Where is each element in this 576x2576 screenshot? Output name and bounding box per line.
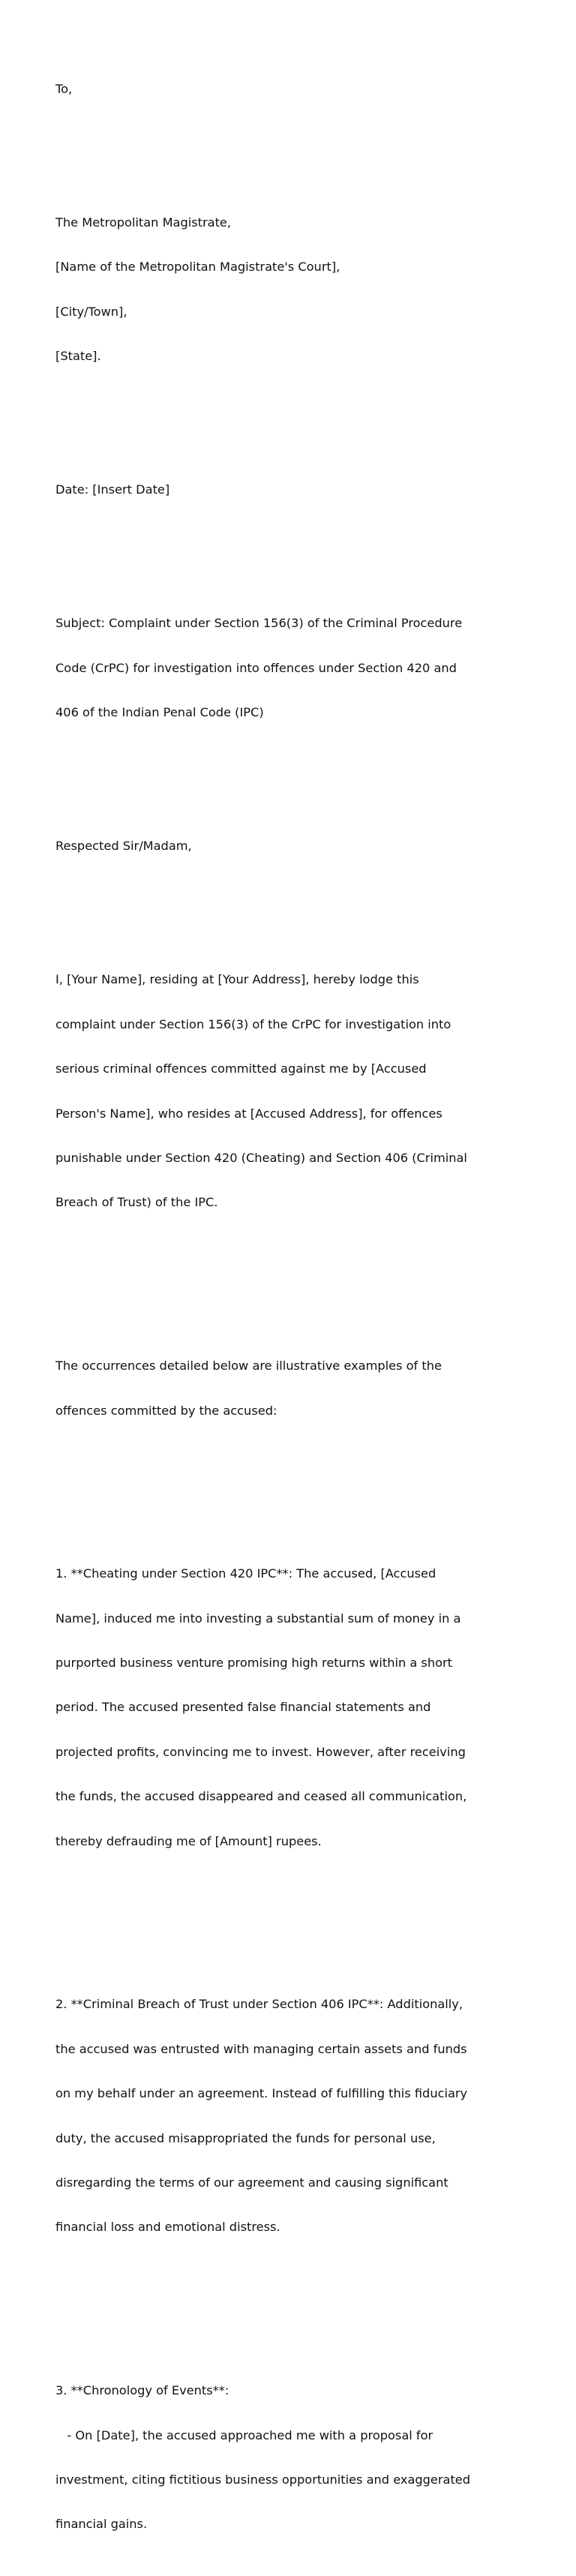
paragraph-line: projected profits, convincing me to invest. However, after receiving	[56, 1744, 466, 1759]
paragraph-line: disregarding the terms of our agreement and causing significant	[56, 2175, 448, 2190]
paragraph-line: the funds, the accused disappeared and ceased all communication,	[56, 1789, 467, 1804]
paragraph-line: - On [Date], the accused approached me with a proposal for	[56, 2427, 434, 2442]
paragraph-line: Breach of Trust) of the IPC.	[56, 1195, 218, 1210]
spacer	[56, 1478, 566, 1493]
recipient-line: The Metropolitan Magistrate,	[56, 215, 232, 230]
paragraph-line: 2. **Criminal Breach of Trust under Section 406 IPC**: Additionally,	[56, 1997, 463, 2012]
paragraph-line: I, [Your Name], residing at [Your Address], hereby lodge this	[56, 972, 419, 987]
point-3-chronology	[56, 2354, 566, 2562]
paragraph-line: financial gains.	[56, 2517, 148, 2532]
paragraph-line: The occurrences detailed below are illustrative examples of the	[56, 1359, 442, 1374]
paragraph-line: Name], induced me into investing a substantial sum of money in a	[56, 1611, 461, 1626]
intro-paragraph	[56, 943, 566, 1240]
to-line: To,	[56, 81, 73, 96]
subject-line: Subject: Complaint under Section 156(3) of the Criminal Procedure	[56, 616, 463, 631]
paragraph-line: on my behalf under an agreement. Instead of fulfilling this fiduciary	[56, 2086, 468, 2101]
salutation: Respected Sir/Madam,	[56, 839, 192, 854]
paragraph-line: 1. **Cheating under Section 420 IPC**: The accused, [Accused	[56, 1566, 436, 1581]
paragraph-line: 3. **Chronology of Events**:	[56, 2383, 230, 2398]
subject-line: 406 of the Indian Penal Code (IPC)	[56, 705, 264, 720]
paragraph-line: Person's Name], who resides at [Accused Address], for offences	[56, 1106, 442, 1121]
paragraph-line: financial loss and emotional distress.	[56, 2220, 280, 2235]
recipient-line: [Name of the Metropolitan Magistrate's Court],	[56, 260, 340, 275]
paragraph-line: purported business venture promising high returns within a short	[56, 1656, 453, 1671]
paragraph-line: complaint under Section 156(3) of the CrPC for investigation into	[56, 1016, 452, 1031]
point-1-cheating	[56, 1537, 566, 1878]
spacer	[56, 126, 566, 141]
recipient-line: [State].	[56, 348, 101, 363]
letter-body	[56, 52, 566, 2576]
spacer	[56, 527, 566, 542]
paragraph-line: offences committed by the accused:	[56, 1403, 278, 1418]
recipient-line: [City/Town],	[56, 304, 128, 319]
point-2-breach-of-trust	[56, 1968, 566, 2265]
paragraph-line: serious criminal offences committed against me by [Accused	[56, 1061, 427, 1076]
spacer	[56, 1269, 566, 1284]
paragraph-line: period. The accused presented false financial statements and	[56, 1700, 431, 1715]
spacer	[56, 884, 566, 899]
paragraph-line: duty, the accused misappropriated the funds for personal use,	[56, 2130, 436, 2145]
date-line: Date: [Insert Date]	[56, 482, 170, 497]
spacer	[56, 2294, 566, 2309]
paragraph-line: punishable under Section 420 (Cheating) and Section 406 (Criminal	[56, 1150, 467, 1165]
recipient-block	[56, 185, 566, 393]
paragraph-line: the accused was entrusted with managing certain assets and funds	[56, 2041, 467, 2056]
paragraph-line: investment, citing fictitious business opportunities and exaggerated	[56, 2472, 471, 2487]
spacer	[56, 779, 566, 794]
subject-line: Code (CrPC) for investigation into offences under Section 420 and	[56, 660, 457, 675]
occurrences-paragraph	[56, 1329, 566, 1448]
subject-block	[56, 587, 566, 750]
paragraph-line: thereby defrauding me of [Amount] rupees.	[56, 1833, 322, 1848]
spacer	[56, 1908, 566, 1923]
spacer	[56, 423, 566, 438]
